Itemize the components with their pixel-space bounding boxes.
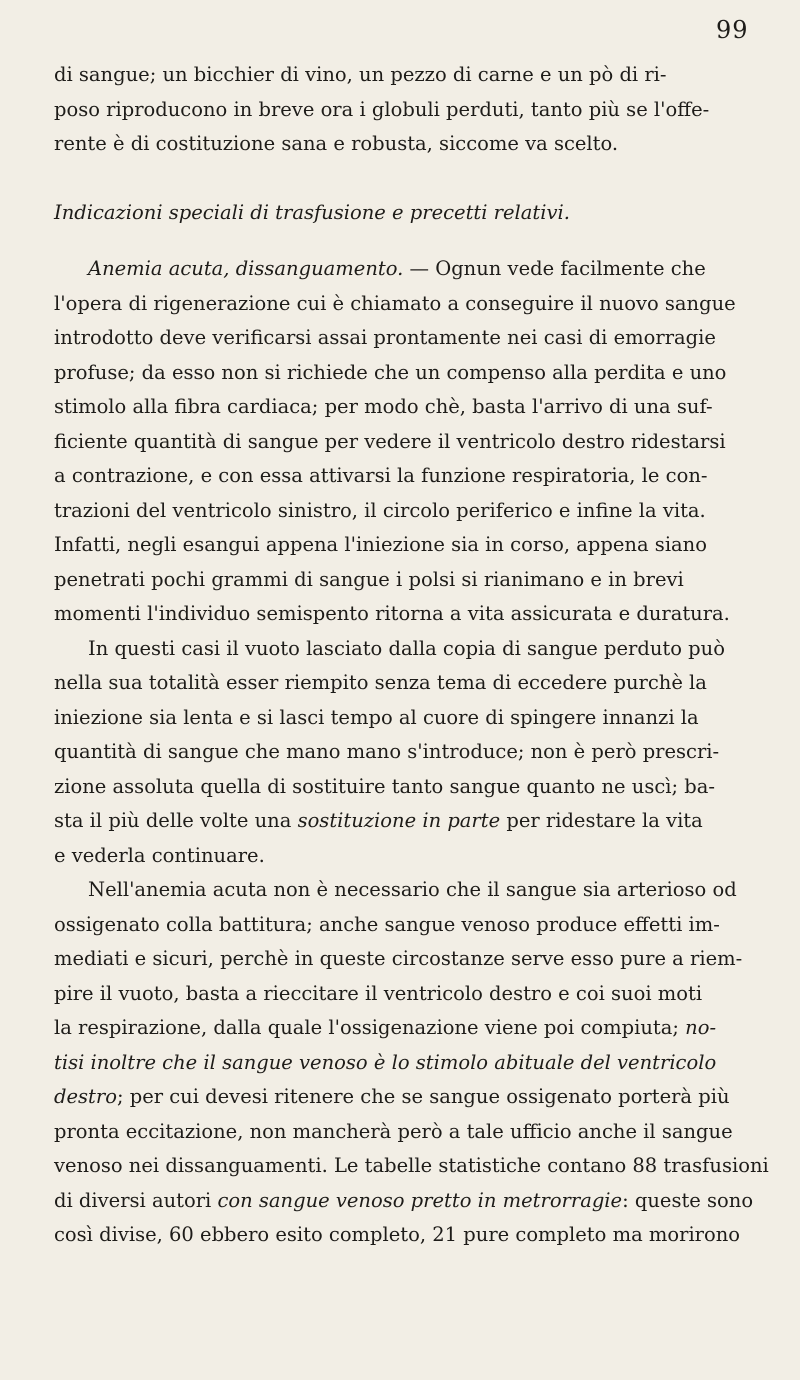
text-line: l'opera di rigenerazione cui è chiamato a conseguire il nuovo sangue [54,291,736,315]
text-line: pronta eccitazione, non mancherà però a tale ufficio anche il sangue [54,1119,733,1143]
text-line [54,1080,766,1115]
paragraph-anemia [54,252,766,632]
text-line: rente è di costituzione sana e robusta, siccome va scelto. [54,132,619,155]
text-line: trazioni del ventricolo sinistro, il circolo periferico e infine la vita. [54,498,706,522]
text-fragment: — Ognun vede facilmente che [403,257,706,280]
text-line: In questi casi il vuoto lasciato dalla copia di sangue perduto può [88,636,725,660]
text-line: mediati e sicuri, perchè in queste circostanze serve esso pure a riem- [54,947,743,970]
text-line: così divise, 60 ebbero esito completo, 21 pure completo ma morirono [54,1223,741,1246]
text-fragment: sta il più delle volte una [54,809,298,832]
text-fragment: : queste sono [622,1188,754,1212]
paragraph-venoso [54,873,769,1253]
text-line: nella sua totalità esser riempito senza tema di eccedere purchè la [54,671,707,694]
emphasis-text: no- [685,1016,717,1039]
text-line: penetrati pochi grammi di sangue i polsi si rianimano e in brevi [54,567,684,591]
emphasis-text: con sangue venoso pretto in metrorragie [217,1188,623,1212]
emphasis-text: destro [54,1085,117,1108]
emphasis-text: sostituzione in parte [297,809,501,832]
text-line: stimolo alla fibra cardiaca; per modo chè, basta l'arrivo di una suf- [54,395,713,418]
text-line: Infatti, negli esangui appena l'iniezione sia in corso, appena siano [54,533,707,556]
text-line: profuse; da esso non si richiede che un compenso alla perdita e uno [54,360,727,384]
text-line: Nell'anemia acuta non è necessario che il sangue sia arterioso od [88,878,737,901]
page-text [54,58,769,1253]
text-line: quantità di sangue che mano mano s'introduce; non è però prescri- [54,740,720,763]
text-line [54,1011,766,1046]
text-fragment: di diversi autori [54,1188,218,1212]
text-fragment: la respirazione, dalla quale l'ossigenazione viene poi compiuta; [54,1016,686,1039]
intro-paragraph [54,58,766,162]
emphasis-line: tisi inoltre che il sangue venoso è lo stimolo abituale del ventricolo [54,1050,717,1074]
text-line: a contrazione, e con essa attivarsi la funzione respiratoria, le con- [54,464,708,487]
text-line: di sangue; un bicchier di vino, un pezzo di carne e un pò di ri- [54,63,667,86]
text-line [54,1184,766,1219]
text-line: pire il vuoto, basta a rieccitare il ventricolo destro e coi suoi moti [54,981,703,1005]
text-line: ficiente quantità di sangue per vedere il ventricolo destro ridestarsi [54,429,726,453]
text-line: zione assoluta quella di sostituire tanto sangue quanto ne uscì; ba- [54,774,715,798]
text-line: ossigenato colla battitura; anche sangue venoso produce effetti im- [54,912,720,936]
text-line: momenti l'individuo semispento ritorna a vita assicurata e duratura. [54,602,730,625]
page-number: 99 [716,16,749,44]
section-heading: Indicazioni speciali di trasfusione e precetti relativi. [54,200,570,224]
paragraph-vuoto [54,632,766,874]
text-line: iniezione sia lenta e si lasci tempo al cuore di spingere innanzi la [54,705,699,729]
text-line [54,804,766,839]
text-line: venoso nei dissanguamenti. Le tabelle statistiche contano 88 trasfusioni [54,1154,769,1177]
text-fragment: ; per cui devesi ritenere che se sangue ossigenato porterà più [116,1085,730,1108]
text-fragment: per ridestare la vita [500,809,703,832]
text-line [54,252,766,287]
text-line: e vederla continuare. [54,843,265,867]
text-line: introdotto deve verificarsi assai prontamente nei casi di emorragie [54,326,716,349]
text-line: poso riproducono in breve ora i globuli perduti, tanto più se l'offe- [54,97,710,121]
paragraph-title: Anemia acuta, dissanguamento. [88,257,404,280]
